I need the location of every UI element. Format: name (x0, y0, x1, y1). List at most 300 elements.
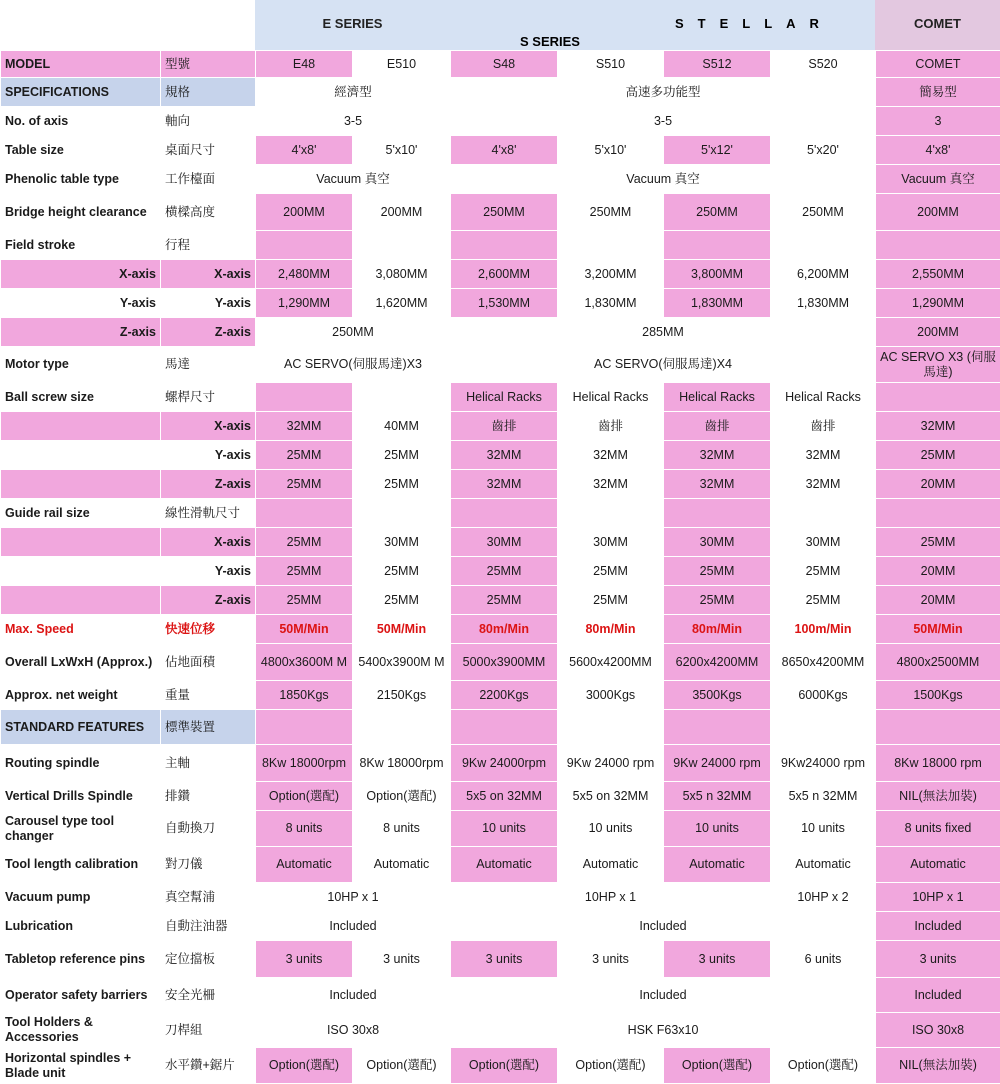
cell: 10HP x 2 (771, 883, 876, 912)
cell: 10HP x 1 (451, 883, 771, 912)
cell: 25MM (256, 441, 353, 470)
row-label: Phenolic table type (1, 165, 161, 194)
cell: 25MM (353, 470, 451, 499)
cell: 32MM (771, 441, 876, 470)
cell: 30MM (664, 528, 771, 557)
cell: 1,620MM (353, 289, 451, 318)
row-label (1, 470, 161, 499)
cell: 32MM (876, 412, 1000, 441)
cell: Option(選配) (353, 782, 451, 811)
e-series-header (255, 0, 450, 50)
cell: 32MM (558, 441, 664, 470)
row-label: Tabletop reference pins (1, 941, 161, 978)
cell (256, 499, 353, 528)
cell: 25MM (451, 586, 558, 615)
row-label (1, 557, 161, 586)
table-row-ball-x (1, 412, 1000, 441)
cell (664, 710, 771, 745)
cell: 齒排 (451, 412, 558, 441)
cell: 250MM (256, 318, 451, 347)
row-label-zh: 規格 (161, 78, 256, 107)
cell: Included (876, 978, 1000, 1013)
cell (876, 231, 1000, 260)
cell (558, 231, 664, 260)
cell: 250MM (558, 194, 664, 231)
row-label-zh: X-axis (161, 260, 256, 289)
cell: Vacuum 真空 (256, 165, 451, 194)
table-row-drills (1, 782, 1000, 811)
cell: 9Kw 24000rpm (451, 745, 558, 782)
table-row-guide-y (1, 557, 1000, 586)
cell: 30MM (558, 528, 664, 557)
table-row-ball-y (1, 441, 1000, 470)
cell: 25MM (256, 528, 353, 557)
cell: Option(選配) (558, 1048, 664, 1084)
cell: Automatic (876, 847, 1000, 883)
cell: 6200x4200MM (664, 644, 771, 681)
cell: Included (876, 912, 1000, 941)
cell: 8Kw 18000rpm (353, 745, 451, 782)
cell: 3,080MM (353, 260, 451, 289)
row-label: Vertical Drills Spindle (1, 782, 161, 811)
cell: 9Kw 24000 rpm (558, 745, 664, 782)
row-label-zh: 主軸 (161, 745, 256, 782)
table-row-guide-z (1, 586, 1000, 615)
row-label-zh: 螺桿尺寸 (161, 383, 256, 412)
cell: 9Kw 24000 rpm (664, 745, 771, 782)
cell: 經濟型 (256, 78, 451, 107)
cell: 1,830MM (664, 289, 771, 318)
cell: 80m/Min (558, 615, 664, 644)
cell (353, 499, 451, 528)
cell: S520 (771, 51, 876, 78)
cell: 30MM (451, 528, 558, 557)
row-label-zh: 重量 (161, 681, 256, 710)
cell: 齒排 (771, 412, 876, 441)
cell: Included (256, 978, 451, 1013)
cell: 5'x20' (771, 136, 876, 165)
cell: 30MM (771, 528, 876, 557)
cell: 200MM (876, 194, 1000, 231)
row-label: Tool length calibration (1, 847, 161, 883)
cell (771, 710, 876, 745)
cell: Option(選配) (256, 1048, 353, 1084)
cell: 25MM (256, 557, 353, 586)
row-label: Vacuum pump (1, 883, 161, 912)
cell (256, 383, 353, 412)
cell (664, 499, 771, 528)
table-row-axis (1, 107, 1000, 136)
cell: Option(選配) (451, 1048, 558, 1084)
table-row-weight (1, 681, 1000, 710)
cell: 4800x3600M M (256, 644, 353, 681)
cell: 250MM (451, 194, 558, 231)
table-row-stroke-y (1, 289, 1000, 318)
row-label-zh: 桌面尺寸 (161, 136, 256, 165)
table-row-overall (1, 644, 1000, 681)
cell: 2150Kgs (353, 681, 451, 710)
cell: 25MM (558, 557, 664, 586)
cell: 5'x12' (664, 136, 771, 165)
cell (771, 499, 876, 528)
cell (353, 710, 451, 745)
cell: 5'x10' (558, 136, 664, 165)
cell: 50M/Min (876, 615, 1000, 644)
cell: 200MM (876, 318, 1000, 347)
row-label-zh: 刀桿組 (161, 1013, 256, 1048)
row-label-zh: Y-axis (161, 289, 256, 318)
spec-table (0, 50, 1000, 1084)
cell: Automatic (771, 847, 876, 883)
row-label: X-axis (1, 260, 161, 289)
cell: 10 units (771, 811, 876, 847)
cell: 5'x10' (353, 136, 451, 165)
cell: 高速多功能型 (451, 78, 876, 107)
table-row-guide-x (1, 528, 1000, 557)
cell: 3,200MM (558, 260, 664, 289)
cell: S510 (558, 51, 664, 78)
cell: 10 units (664, 811, 771, 847)
row-label-zh: Z-axis (161, 470, 256, 499)
cell: 50M/Min (256, 615, 353, 644)
table-row-horizontal (1, 1048, 1000, 1084)
table-row-carousel (1, 811, 1000, 847)
table-row-safety (1, 978, 1000, 1013)
cell: Automatic (256, 847, 353, 883)
row-label-zh: 佔地面積 (161, 644, 256, 681)
cell: Option(選配) (664, 1048, 771, 1084)
cell: 32MM (664, 470, 771, 499)
row-label: Ball screw size (1, 383, 161, 412)
cell: 25MM (771, 557, 876, 586)
cell: Automatic (664, 847, 771, 883)
row-label-zh: 軸向 (161, 107, 256, 136)
cell: 32MM (451, 470, 558, 499)
cell: Option(選配) (256, 782, 353, 811)
cell: 20MM (876, 586, 1000, 615)
cell: 8 units (256, 811, 353, 847)
cell: 3 units (664, 941, 771, 978)
table-row-pins (1, 941, 1000, 978)
row-label (1, 412, 161, 441)
cell: 10HP x 1 (876, 883, 1000, 912)
row-label-zh: 快速位移 (161, 615, 256, 644)
cell: 1850Kgs (256, 681, 353, 710)
row-label-zh: 工作檯面 (161, 165, 256, 194)
row-label: Tool Holders & Accessories (1, 1013, 161, 1048)
row-label-zh: 馬達 (161, 347, 256, 383)
cell: NIL(無法加裝) (876, 1048, 1000, 1084)
cell: Option(選配) (771, 1048, 876, 1084)
row-label-zh: Z-axis (161, 318, 256, 347)
cell (256, 710, 353, 745)
row-label (1, 586, 161, 615)
row-label: Approx. net weight (1, 681, 161, 710)
cell: S512 (664, 51, 771, 78)
table-row-model (1, 51, 1000, 78)
cell: 3 (876, 107, 1000, 136)
cell: 5x5 on 32MM (558, 782, 664, 811)
cell: 5400x3900M M (353, 644, 451, 681)
cell: COMET (876, 51, 1000, 78)
cell: 25MM (256, 586, 353, 615)
cell: 20MM (876, 557, 1000, 586)
cell: Helical Racks (451, 383, 558, 412)
row-label: Lubrication (1, 912, 161, 941)
cell: 8Kw 18000rpm (256, 745, 353, 782)
row-label: Z-axis (1, 318, 161, 347)
cell: 32MM (664, 441, 771, 470)
cell (876, 383, 1000, 412)
row-label: Carousel type tool changer (1, 811, 161, 847)
table-row-stroke-z (1, 318, 1000, 347)
row-label-zh: Y-axis (161, 441, 256, 470)
cell: 簡易型 (876, 78, 1000, 107)
cell: 25MM (353, 441, 451, 470)
table-row-vacuum (1, 883, 1000, 912)
row-label (1, 441, 161, 470)
row-label-zh: Z-axis (161, 586, 256, 615)
row-label-zh: 型號 (161, 51, 256, 78)
row-label-zh: 自動注油器 (161, 912, 256, 941)
cell: 1,830MM (771, 289, 876, 318)
cell: 齒排 (664, 412, 771, 441)
cell: Automatic (451, 847, 558, 883)
cell (256, 231, 353, 260)
row-label-zh: 水平鑽+鋸片 (161, 1048, 256, 1084)
row-label-zh: X-axis (161, 412, 256, 441)
cell: 5x5 on 32MM (451, 782, 558, 811)
cell: 80m/Min (451, 615, 558, 644)
cell: AC SERVO(伺服馬達)X4 (451, 347, 876, 383)
row-label-zh: 行程 (161, 231, 256, 260)
cell: 5000x3900MM (451, 644, 558, 681)
cell: ISO 30x8 (876, 1013, 1000, 1048)
cell: 4'x8' (451, 136, 558, 165)
cell: 3500Kgs (664, 681, 771, 710)
row-label (1, 528, 161, 557)
stellar-header (450, 0, 875, 50)
cell: Included (451, 978, 876, 1013)
row-label-zh: 定位擋板 (161, 941, 256, 978)
cell: Automatic (558, 847, 664, 883)
cell: 10 units (558, 811, 664, 847)
cell: Vacuum 真空 (876, 165, 1000, 194)
table-row-field-stroke (1, 231, 1000, 260)
row-label-zh: X-axis (161, 528, 256, 557)
cell: 32MM (256, 412, 353, 441)
cell: 25MM (664, 557, 771, 586)
row-label: Field stroke (1, 231, 161, 260)
stellar-label: STELLAR (675, 16, 833, 31)
table-row-spindle (1, 745, 1000, 782)
row-label: Horizontal spindles + Blade unit (1, 1048, 161, 1084)
cell: 25MM (876, 528, 1000, 557)
cell: 3 units (256, 941, 353, 978)
cell (876, 710, 1000, 745)
cell: 250MM (664, 194, 771, 231)
table-row-lubrication (1, 912, 1000, 941)
table-row-motor (1, 347, 1000, 383)
cell: 3,800MM (664, 260, 771, 289)
cell (451, 231, 558, 260)
cell: 25MM (558, 586, 664, 615)
cell: 2200Kgs (451, 681, 558, 710)
table-row-ball-z (1, 470, 1000, 499)
cell: 10HP x 1 (256, 883, 451, 912)
cell: 6 units (771, 941, 876, 978)
cell: 285MM (451, 318, 876, 347)
cell: 3-5 (256, 107, 451, 136)
table-row-holders (1, 1013, 1000, 1048)
cell: 5600x4200MM (558, 644, 664, 681)
cell: 3000Kgs (558, 681, 664, 710)
row-label-zh: 自動換刀 (161, 811, 256, 847)
cell: 25MM (876, 441, 1000, 470)
cell (451, 499, 558, 528)
cell: Automatic (353, 847, 451, 883)
cell: Included (256, 912, 451, 941)
table-row-ball-screw (1, 383, 1000, 412)
cell: Helical Racks (558, 383, 664, 412)
row-label: SPECIFICATIONS (1, 78, 161, 107)
cell: 25MM (256, 470, 353, 499)
cell: 40MM (353, 412, 451, 441)
cell: 2,480MM (256, 260, 353, 289)
table-row-stroke-x (1, 260, 1000, 289)
table-row-max-speed (1, 615, 1000, 644)
cell: 1,290MM (256, 289, 353, 318)
row-label: Bridge height clearance (1, 194, 161, 231)
cell (664, 231, 771, 260)
cell: 8 units fixed (876, 811, 1000, 847)
cell: Helical Racks (664, 383, 771, 412)
cell: 20MM (876, 470, 1000, 499)
cell: 8 units (353, 811, 451, 847)
cell (353, 231, 451, 260)
cell: 5x5 n 32MM (664, 782, 771, 811)
cell: 2,600MM (451, 260, 558, 289)
row-label-zh: 線性滑軌尺寸 (161, 499, 256, 528)
cell: 100m/Min (771, 615, 876, 644)
e-series-label: E SERIES (255, 16, 450, 31)
cell: 25MM (771, 586, 876, 615)
row-label: Table size (1, 136, 161, 165)
row-label: MODEL (1, 51, 161, 78)
cell: Helical Racks (771, 383, 876, 412)
cell (451, 710, 558, 745)
row-label-zh: Y-axis (161, 557, 256, 586)
cell (771, 231, 876, 260)
cell: 32MM (558, 470, 664, 499)
cell: 5x5 n 32MM (771, 782, 876, 811)
s-series-label: S SERIES (520, 34, 580, 49)
row-label: No. of axis (1, 107, 161, 136)
cell: E510 (353, 51, 451, 78)
cell: 6000Kgs (771, 681, 876, 710)
table-row-table-size (1, 136, 1000, 165)
cell: 3 units (451, 941, 558, 978)
cell: Vacuum 真空 (451, 165, 876, 194)
cell: 3 units (876, 941, 1000, 978)
cell: NIL(無法加裝) (876, 782, 1000, 811)
cell: 25MM (664, 586, 771, 615)
cell: 30MM (353, 528, 451, 557)
table-row-specifications (1, 78, 1000, 107)
cell: 3 units (353, 941, 451, 978)
cell: 200MM (353, 194, 451, 231)
cell: 80m/Min (664, 615, 771, 644)
row-label: Y-axis (1, 289, 161, 318)
row-label: Motor type (1, 347, 161, 383)
row-label: STANDARD FEATURES (1, 710, 161, 745)
row-label-zh: 安全光柵 (161, 978, 256, 1013)
cell: 25MM (353, 586, 451, 615)
cell: 32MM (451, 441, 558, 470)
cell: 9Kw24000 rpm (771, 745, 876, 782)
cell: 3 units (558, 941, 664, 978)
cell: AC SERVO(伺服馬達)X3 (256, 347, 451, 383)
cell: 10 units (451, 811, 558, 847)
cell: 齒排 (558, 412, 664, 441)
row-label: Routing spindle (1, 745, 161, 782)
cell (558, 499, 664, 528)
row-label: Overall LxWxH (Approx.) (1, 644, 161, 681)
cell: 8650x4200MM (771, 644, 876, 681)
cell: 6,200MM (771, 260, 876, 289)
cell: AC SERVO X3 (伺服馬達) (876, 347, 1000, 383)
cell: 1,290MM (876, 289, 1000, 318)
cell: 8Kw 18000 rpm (876, 745, 1000, 782)
comet-label: COMET (875, 16, 1000, 31)
cell: 32MM (771, 470, 876, 499)
cell: Option(選配) (353, 1048, 451, 1084)
row-label: Operator safety barriers (1, 978, 161, 1013)
cell: S48 (451, 51, 558, 78)
table-row-standard (1, 710, 1000, 745)
row-label-zh: 對刀儀 (161, 847, 256, 883)
cell: 4'x8' (876, 136, 1000, 165)
table-row-bridge (1, 194, 1000, 231)
cell: 1,830MM (558, 289, 664, 318)
cell: 50M/Min (353, 615, 451, 644)
cell: 4800x2500MM (876, 644, 1000, 681)
row-label-zh: 排鑽 (161, 782, 256, 811)
cell (353, 383, 451, 412)
table-row-phenolic (1, 165, 1000, 194)
cell: Included (451, 912, 876, 941)
cell: 200MM (256, 194, 353, 231)
cell: E48 (256, 51, 353, 78)
comet-header (875, 0, 1000, 50)
cell: 2,550MM (876, 260, 1000, 289)
row-label-zh: 標準裝置 (161, 710, 256, 745)
cell: HSK F63x10 (451, 1013, 876, 1048)
cell: 250MM (771, 194, 876, 231)
row-label: Guide rail size (1, 499, 161, 528)
cell (558, 710, 664, 745)
row-label: Max. Speed (1, 615, 161, 644)
cell: 4'x8' (256, 136, 353, 165)
cell: 1,530MM (451, 289, 558, 318)
cell: 1500Kgs (876, 681, 1000, 710)
cell (876, 499, 1000, 528)
cell: 3-5 (451, 107, 876, 136)
row-label-zh: 真空幫浦 (161, 883, 256, 912)
table-row-tool-length (1, 847, 1000, 883)
cell: ISO 30x8 (256, 1013, 451, 1048)
row-label-zh: 横樑高度 (161, 194, 256, 231)
